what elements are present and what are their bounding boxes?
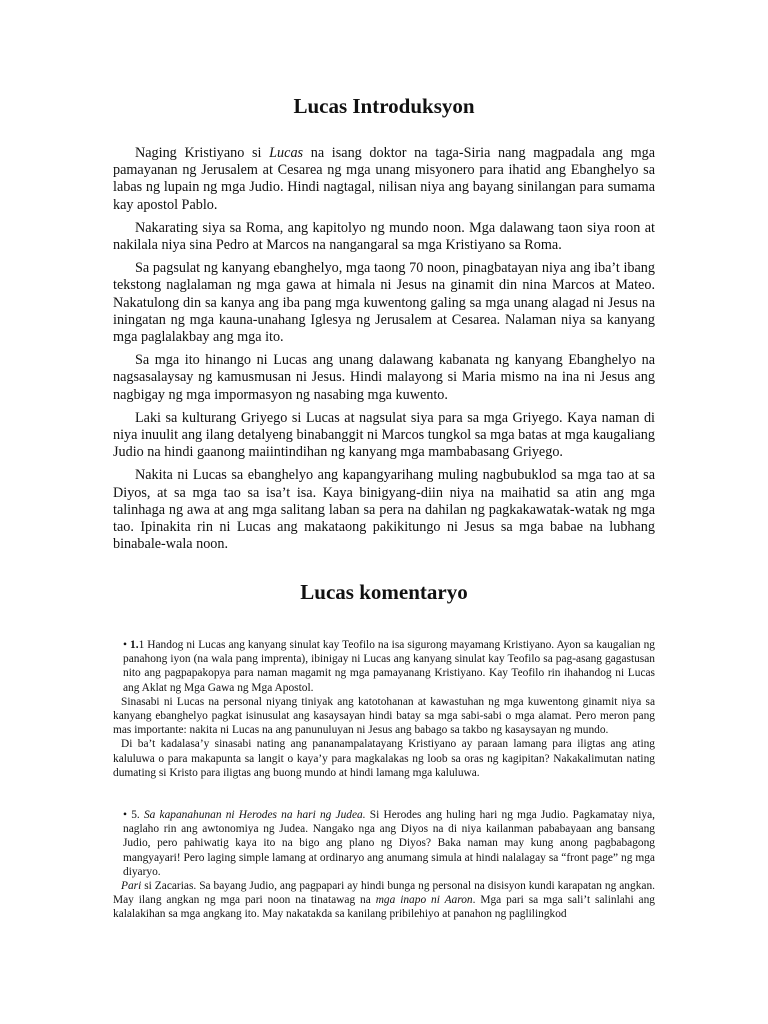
bullet-marker: •: [123, 639, 131, 651]
commentary-5-paragraph-1: • 5. Sa kapanahunan ni Herodes na hari ng Judea. Si Herodes ang huling hari ng mga Judio. Pagkamatay niya, naglaho rin ang awtonomiya ng Judea. Nangako nga ang Diyos na di niya kailanman pababayaan ang bansang Judio, pero pahiwatig kaya ito na bigo ang plano ng Diyos? Baka naman may kung anong pagbabagong mangyayari! Pero laging simple lamang at ordinaryo ang anumang simula at hindi nalalagay sa “front page” ng mga diyaryo.: [123, 809, 655, 878]
intro-paragraph-3: Sa pagsulat ng kanyang ebanghelyo, mga taong 70 noon, pinagbatayan niya ang iba’t ibang tekstong naglalaman ng mga gawa at himala ni Jesus na ginamit din nina Marcos at Mateo. Nakatulong din sa kanya ang iba pang mga kuwentong galing sa mga unang alagad ni Jesus na iningatan ng mga kauna-unahang Iglesya ng Jerusalem at Cesarea. Nalaman niya sa kanyang mga paglalakbay ang mga ito.: [113, 260, 655, 346]
introduction-section: [113, 145, 655, 559]
intro-paragraph-6: Nakita ni Lucas sa ebanghelyo ang kapangyarihang muling nagbubuklod sa mga tao at sa Diyos, at sa mga tao sa isa’t isa. Kaya binigyang-diin niya na maihatid sa atin ang mga talinhaga ng awa at ang mga salitang laban sa pera na dahilan ng pagkakawatak-watak ng mga tao. Ipinakita rin ni Lucas ang makataong pakikitungo ni Jesus sa mga babae na lubhang binabale-wala noon.: [113, 467, 655, 553]
intro-paragraph-4: Sa mga ito hinango ni Lucas ang unang dalawang kabanata ng kanyang Ebanghelyo na nagsasalaysay ng kamusmusan ni Jesus. Hindi malayong si Maria mismo na ina ni Jesus ang nagbigay ng mga impormasyon ng nasabing mga kuwento.: [113, 352, 655, 403]
commentary-entry-5: [113, 808, 655, 922]
verse-ref: 1.: [130, 639, 139, 651]
commentary-entry-1: [113, 638, 655, 780]
page-title: Lucas Introduksyon: [293, 94, 475, 118]
bullet-marker: • 5.: [123, 809, 144, 821]
verse-ref-italic: Sa kapanahunan ni Herodes na hari ng Judea.: [143, 809, 366, 821]
intro-paragraph-2: Nakarating siya sa Roma, ang kapitolyo ng mundo noon. Mga dalawang taon siya roon at nakilala niya sina Pedro at Marcos na nangangaral sa mga Kristiyano sa Roma.: [113, 219, 655, 254]
intro-paragraph-1: Naging Kristiyano si Lucas na isang doktor na taga-Siria nang magpadala ang mga pamayanan ng Jerusalem at Cesarea ng mga unang misyonero para ihatid ang Ebanghelyo sa labas ng lupain ng mga Judio. Hindi nagtagal, nilisan niya ang bayang sinilangan para sumama kay apostol Pablo.: [113, 145, 656, 213]
commentary-1-paragraph-2: Sinasabi ni Lucas na personal niyang tiniyak ang katotohanan at kawastuhan ng mga kuwentong ginamit niya sa kanyang ebanghelyo pagkat isinusulat ang kasaysayan hindi batay sa mga sabi-sabi o mga alamat. Pero meron pang mas importante: nakita ni Lucas na ang panunuluyan ni Jesus ang babago sa takbo ng kasaysayan ng mundo.: [113, 695, 655, 737]
commentary-1-paragraph-3: Di ba’t kadalasa’y sinasabi nating ang pananampalatayang Kristiyano ay paraan lamang para iligtas ang ating kaluluwa o para makapunta sa langit o kaya’y para magkalakas ng loob sa oras ng kagipitan? Nakakalimutan nating dumating si Kristo para iligtas ang buong mundo at hindi lamang mga kaluluwa.: [113, 738, 655, 779]
intro-paragraph-5: Laki sa kulturang Griyego si Lucas at nagsulat siya para sa mga Griyego. Kaya naman di niya inuulit ang ilang detalyeng binabanggit ni Marcos tungkol sa mga batas at mga kaugaliang Judio na hindi gaanong maiintindihan ng kanyang mga mambabasang Griyego.: [113, 409, 655, 461]
commentary-1-paragraph-1: • 1.1 Handog ni Lucas ang kanyang sinulat kay Teofilo na isa sigurong mayamang Kristiyano. Ayon sa kaugalian ng panahong iyon (na wala pang imprenta), ibinigay ni Lucas ang kanyang sinulat kay Teofilo sa pag-asang gagastusan nito ang pagpapakopya para naman magamit ng mga pamayanang Kristiyano. Kay Teofilo rin ihahandog ni Lucas ang Aklat ng Mga Gawa ng Mga Apostol.: [123, 639, 656, 694]
commentary-5-paragraph-2: Pari si Zacarias. Sa bayang Judio, ang pagpapari ay hindi bunga ng personal na disisyon kundi karapatan ng angkan. May ilang angkan ng mga pari noon na tinatawag na mga inapo ni Aaron. Mga pari sa mga sali’t salinlahi ang kalalakihan sa mga angkang ito. May nakatakda sa kanilang pribilehiyo at panahon ng paglilingkod: [113, 880, 655, 921]
section-title-komentaryo: Lucas komentaryo: [300, 580, 468, 604]
lucas-name-italic: Lucas: [269, 145, 304, 161]
